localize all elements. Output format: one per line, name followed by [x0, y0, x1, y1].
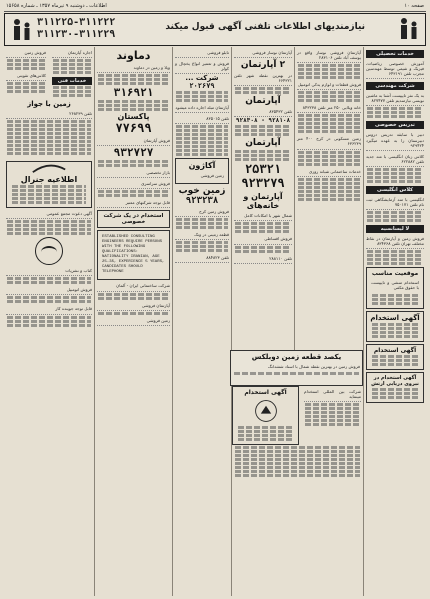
ad-headline: زمین با جواز — [27, 100, 71, 109]
classified-ad: انگلیسی با متد آزمایشگاهی ثبت نام تلفن ۷۵۰۱۷۱ — [366, 196, 424, 210]
classified-ad: خانه ویلایی ۲۵۰ متر تلفن ۸۴۳۲۳۸ — [297, 104, 361, 113]
notice-title: آگهی استخدام — [373, 346, 417, 354]
swoosh-logo-icon — [31, 164, 67, 175]
classified-ad: فروش زمین و آپارتمان در نقاط مختلف تهران تلفن ۸۳۴۳۶۸ — [366, 235, 424, 249]
page-number: صفحه ۱۰ — [404, 3, 424, 9]
classified-ad: دبیر با سابقه تدریس دروس دبیرستان را به عهده میگیرد ۹۲۹۴۲۴ — [366, 131, 424, 150]
ad-box-text: زمین فروشی — [200, 173, 224, 179]
family-illustration-icon — [8, 16, 34, 43]
classified-ad: زمین فروشی — [97, 317, 170, 326]
classified-ad: قطعه زمینی در ونک — [175, 231, 229, 240]
banner-phone-2: ۳۱۱۲۳۰-۳۱۱۲۲۹ — [37, 29, 116, 40]
classified-ad: فروش اقساطی — [234, 235, 292, 244]
classified-ad: فروش زمین — [6, 49, 46, 58]
emblem-icon — [35, 237, 63, 265]
english-ad-box — [97, 230, 170, 280]
classified-ad: در بهترین نقطه شهر تلفن ۶۶۴۳۲۱ — [234, 72, 292, 86]
classified-ad: آپارتمان نوساز فروشی — [234, 49, 292, 58]
hand-logo-icon — [253, 398, 279, 424]
ad-phone-large: ۹۲۳۲۷۹ — [241, 176, 285, 191]
classified-ad: کلاس زبان انگلیسی با متد جدید تلفن ۶۲۲۸۸۲ — [366, 153, 424, 167]
classified-ad: ویلا و زمین در دماوند — [97, 64, 170, 73]
ad-headline: شرکت ... — [185, 74, 219, 83]
classified-ad: تلفن ۸۳۵۰۱۵ — [175, 115, 229, 124]
ad-phone-large: ۹۳۲۷۲۷ — [113, 146, 154, 160]
ad-phone-large: ۷۷۶۹۹ — [115, 121, 152, 136]
classified-banner — [4, 13, 426, 46]
ad-phone-large: ۲۵۳۲۱ — [244, 162, 282, 177]
classified-ad: آموزش خصوصی ریاضیات، فیزیک و شیمی توسط مهندسین مجرب تلفن ۶۴۳۱۹۱ — [366, 60, 424, 79]
classified-ad: فروش و تعمیر انواع یخچال و کولر — [175, 60, 229, 74]
page-header-line — [4, 2, 426, 12]
ad-box — [175, 158, 229, 183]
notice-box — [366, 344, 424, 370]
ad-headline: ۲ آپارتمان — [240, 60, 286, 71]
ad-phone-large: ۹۲۳۲۳۸ — [185, 195, 219, 206]
section-header: تدریس خصوصی — [366, 121, 424, 129]
company-recruitment-title: استخدام در یک شرکت خصوصی — [103, 213, 164, 226]
land-sale-title: یکصد قطعه زمین دوبلکس — [251, 353, 342, 361]
ad-headline: آپارتمان — [245, 138, 281, 149]
classified-ad: فروش قطعات و لوازم یدکی اتومبیل — [297, 81, 361, 90]
classified-ad: فروش آپارتمان — [97, 137, 170, 146]
ad-headline: پاکستان — [117, 112, 150, 122]
ad-headline: زمین خوب — [178, 185, 226, 196]
land-sale-text: فروش زمین در بهترین نقطه شمال با اسناد ششدانگ — [268, 364, 360, 369]
banner-phone-1: ۳۱۱۲۲۵-۳۱۱۲۲۲ — [37, 17, 116, 28]
classified-ad: آگهی دعوت مجمع عمومی — [6, 210, 92, 219]
classified-ad: تلفن ۲۸۸۱۱۰ — [234, 255, 292, 264]
notice-title: موقعیت مناسب — [371, 270, 419, 278]
notice-box — [366, 311, 424, 342]
land-sale-box — [230, 350, 363, 386]
classified-ad: قابل توجه جوینده کار — [6, 305, 92, 314]
ad-phone: ۲۰۲۶۷۹ — [189, 82, 215, 91]
classified-ad: تابلو فروشی — [175, 49, 229, 58]
classified-ad: تلفن ۲۶۸۲۳۹ — [6, 110, 92, 119]
classified-ad: آپارتمان مبله اجاره داده میشود — [175, 104, 229, 113]
paper-issue-line: اطلاعات ـ دوشنبه ۹ تیرماه ۱۳۵۷ ـ شماره ۱۵۶۵۸ — [6, 3, 107, 9]
column-6 — [4, 47, 94, 596]
classified-ad: آپارتمان فروشی — [97, 302, 170, 311]
ad-headline: آپارتمان و خانه‌های — [243, 192, 283, 211]
classified-ad: فروش اتومبیل — [6, 286, 92, 295]
banner-title: نیازمندیهای اطلاعات تلفنی آگهی قبول میکند — [165, 22, 365, 32]
classified-ad: کلاس‌های تقویتی — [6, 72, 46, 81]
classified-ad: تلفن ۸۸۴۸۲۳ — [175, 254, 229, 263]
section-header: کلاس انگلیسی — [366, 186, 424, 194]
section-header: خدمات تحصیلی — [366, 50, 424, 58]
classified-ad: فروش زمین کرج — [175, 208, 229, 217]
ad-phone-large: ۳۱۶۹۲۱ — [113, 86, 154, 100]
classified-ad: زمین مسکونی در کرج ۴۰۰ متر ۶۳۶۲۳۹ — [297, 135, 361, 149]
recruitment-title: آگهی استخدام — [244, 389, 287, 396]
classified-ad: اجاره آپارتمان — [52, 49, 92, 58]
section-header: خدمات فنی — [52, 77, 92, 85]
notice-box — [366, 372, 424, 403]
classified-ad: کتاب و نشریات — [6, 267, 92, 276]
classified-ad: شمال شهر با امکانات کامل — [234, 212, 292, 221]
column-5 — [94, 47, 172, 596]
banner-phones — [37, 17, 115, 41]
column-1 — [363, 47, 426, 596]
column-4 — [172, 47, 231, 596]
classified-ad: فروش سراسری — [97, 180, 170, 189]
notice-box — [366, 267, 424, 308]
notice-text: استخدام منشی و تایپیست با حقوق مکفی — [371, 280, 419, 291]
section-header: لا لیسانسیه — [366, 225, 424, 233]
general-notice-title: اطلاعیه جنرال — [20, 175, 78, 185]
classified-ad: آپارتمان فروشی نوساز واقع در یوسف آباد تلفن ۲۸۳۱۰۶ — [297, 49, 361, 63]
classified-ad: تلفن ۸۳۵۴۳۲ — [234, 108, 292, 117]
recruitment-area — [232, 386, 363, 596]
notice-title: آگهی استخدام — [370, 313, 420, 322]
ad-box-title: آکاژون — [188, 161, 216, 171]
section-header: شرکت مهندسی — [366, 82, 424, 90]
general-notice-box — [6, 161, 92, 208]
notice-title: آگهی استخدام در نیروی دریایی ارتش — [371, 374, 419, 387]
ad-headline: آپارتمان — [245, 96, 281, 107]
family-illustration-icon — [396, 16, 422, 43]
ad-phone: ۹۲۸۱۰۸ - ۹۲۸۴۰۸ — [235, 117, 291, 125]
classified-ad: بازار تخصصی — [97, 169, 170, 178]
classified-ad: به یک نفر تایپیست آشنا به ماشین نویسی نیازمندیم تلفن ۸۲۷۴۷۷ — [366, 92, 424, 106]
english-ad-text: ESTABLISHED CONSULTING ENGINEERS REQUIRE PERSONS WITH THE FOLLOWING QUALIFICATIONS: NATIONALITY IRANIAN, AGE 25-35, EXPERIENCE 5 YEARS, CANDIDATES SHOULD TELEPHONE — [102, 235, 165, 275]
classified-ad: شرکت ساختمانی ایران - آلمان — [97, 282, 170, 291]
classified-ad: قابل توجه شرکتهای معتبر — [97, 199, 170, 208]
classified-ad: خدمات ساختمانی شبانه روزی — [297, 168, 361, 177]
company-recruitment-box — [97, 210, 170, 228]
ad-headline: دماوند — [116, 49, 151, 62]
classified-ad: شرکت بین المللی استخدام مینماید — [304, 388, 361, 402]
